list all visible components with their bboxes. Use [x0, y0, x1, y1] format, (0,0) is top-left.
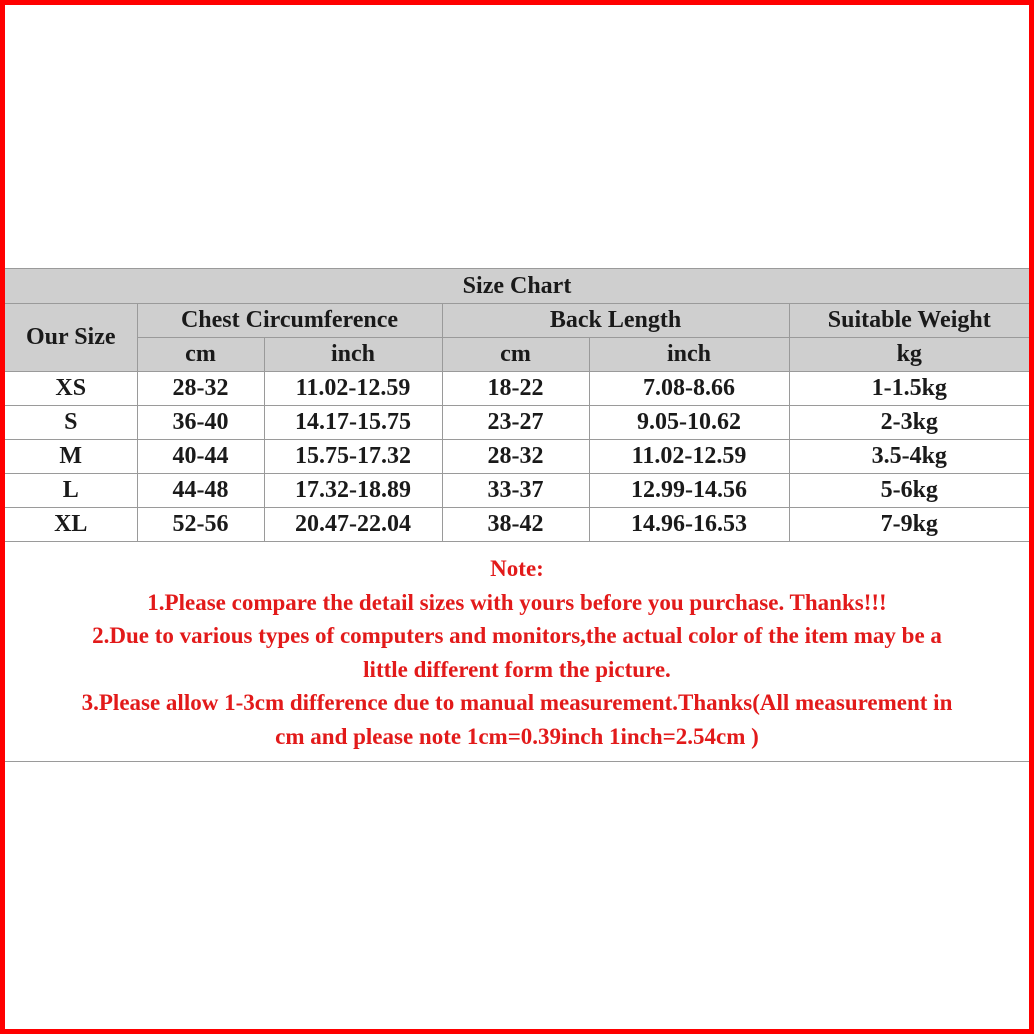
table-row — [5, 508, 1029, 542]
back-cm-cell: 23-27 — [442, 406, 589, 440]
unit-chest-cm: cm — [137, 338, 264, 372]
note-line: 2.Due to various types of computers and monitors,the actual color of the item may be a — [92, 623, 942, 648]
back-cm-cell: 28-32 — [442, 440, 589, 474]
note-heading: Note: — [490, 556, 544, 581]
unit-back-inch: inch — [589, 338, 789, 372]
note-line: little different form the picture. — [363, 656, 671, 682]
back-inch-cell: 9.05-10.62 — [589, 406, 789, 440]
table-row — [5, 440, 1029, 474]
size-cell: L — [5, 474, 137, 508]
weight-cell: 2-3kg — [789, 406, 1029, 440]
back-inch-cell: 11.02-12.59 — [589, 440, 789, 474]
back-inch-cell: 14.96-16.53 — [589, 508, 789, 542]
notes-section — [5, 542, 1029, 762]
note-line: cm and please note 1cm=0.39inch 1inch=2.54cm ) — [275, 723, 759, 749]
back-cm-cell: 33-37 — [442, 474, 589, 508]
chest-inch-cell: 11.02-12.59 — [264, 372, 442, 406]
chest-cm-cell: 40-44 — [137, 440, 264, 474]
table-title: Size Chart — [5, 269, 1029, 304]
note-line: 3.Please allow 1-3cm difference due to manual measurement.Thanks(All measurement in — [81, 690, 953, 715]
table-row — [5, 474, 1029, 508]
chest-cm-cell: 44-48 — [137, 474, 264, 508]
chest-inch-cell: 14.17-15.75 — [264, 406, 442, 440]
size-cell: XL — [5, 508, 137, 542]
weight-cell: 7-9kg — [789, 508, 1029, 542]
unit-back-cm: cm — [442, 338, 589, 372]
size-chart — [5, 268, 1029, 762]
size-cell: M — [5, 440, 137, 474]
unit-chest-inch: inch — [264, 338, 442, 372]
weight-cell: 3.5-4kg — [789, 440, 1029, 474]
table-row — [5, 372, 1029, 406]
size-table — [5, 268, 1029, 542]
header-weight: Suitable Weight — [789, 304, 1029, 338]
chest-inch-cell: 15.75-17.32 — [264, 440, 442, 474]
weight-cell: 5-6kg — [789, 474, 1029, 508]
size-cell: S — [5, 406, 137, 440]
header-our-size: Our Size — [5, 304, 137, 372]
chest-cm-cell: 52-56 — [137, 508, 264, 542]
weight-cell: 1-1.5kg — [789, 372, 1029, 406]
chest-inch-cell: 20.47-22.04 — [264, 508, 442, 542]
back-cm-cell: 38-42 — [442, 508, 589, 542]
note-line: 1.Please compare the detail sizes with yours before you purchase. Thanks!!! — [147, 589, 887, 615]
chest-cm-cell: 28-32 — [137, 372, 264, 406]
back-inch-cell: 7.08-8.66 — [589, 372, 789, 406]
size-cell: XS — [5, 372, 137, 406]
header-back-length: Back Length — [442, 304, 789, 338]
table-row — [5, 406, 1029, 440]
chest-inch-cell: 17.32-18.89 — [264, 474, 442, 508]
chest-cm-cell: 36-40 — [137, 406, 264, 440]
unit-weight-kg: kg — [789, 338, 1029, 372]
header-chest: Chest Circumference — [137, 304, 442, 338]
back-inch-cell: 12.99-14.56 — [589, 474, 789, 508]
back-cm-cell: 18-22 — [442, 372, 589, 406]
